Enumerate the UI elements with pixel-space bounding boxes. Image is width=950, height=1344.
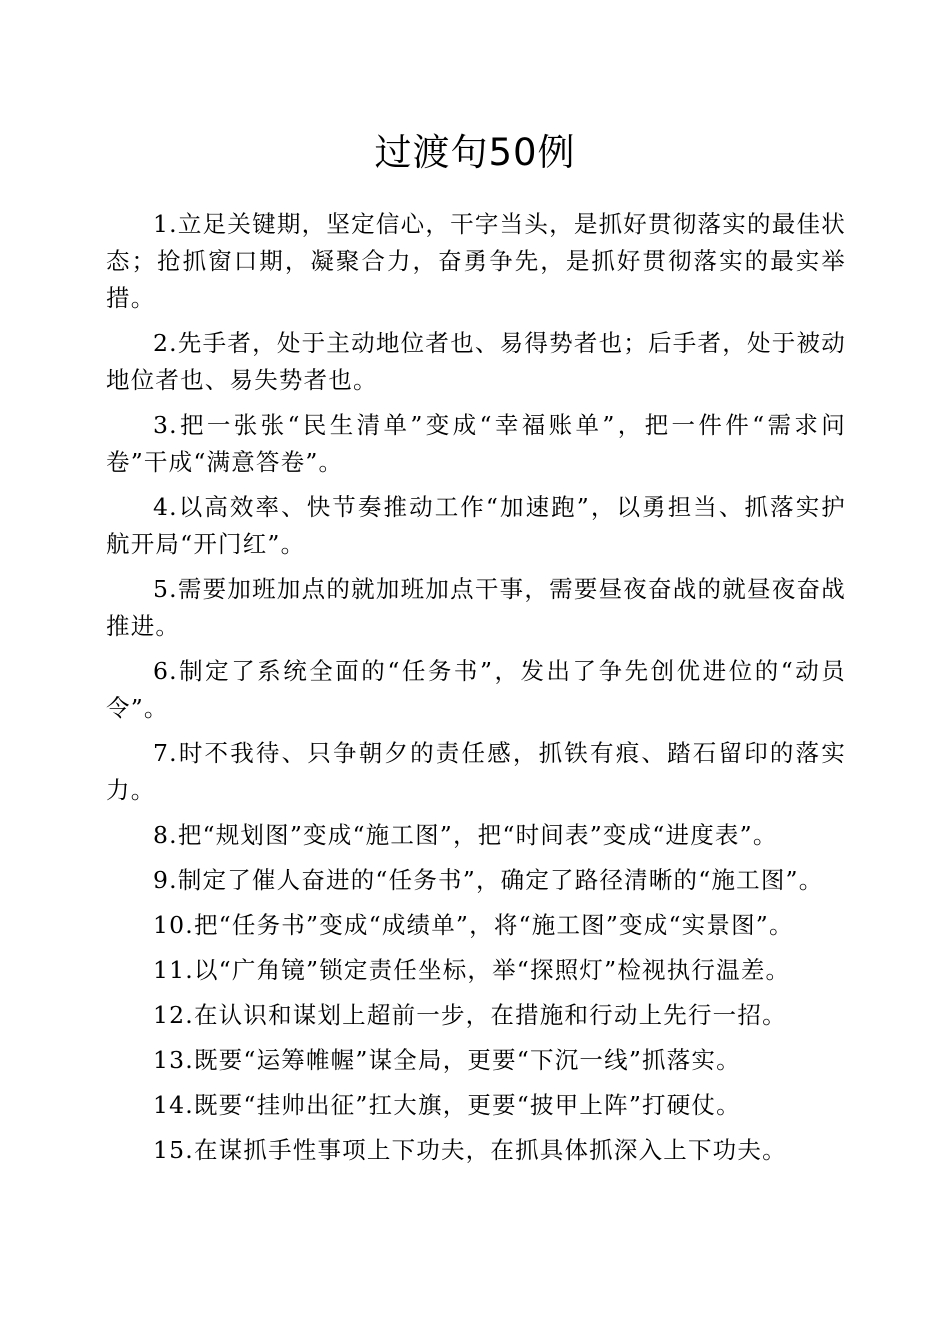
list-item: 2.先手者，处于主动地位者也、易得势者也；后手者，处于被动地位者也、易失势者也。: [106, 329, 846, 394]
list-item: 7.时不我待、只争朝夕的责任感，抓铁有痕、踏石留印的落实力。: [106, 739, 846, 804]
list-item: 11.以“广角镜”锁定责任坐标，举“探照灯”检视执行温差。: [153, 956, 791, 984]
list-item: 10.把“任务书”变成“成绩单”，将“施工图”变成“实景图”。: [153, 911, 794, 939]
list-item: 9.制定了催人奋进的“任务书”，确定了路径清晰的“施工图”。: [153, 866, 824, 894]
document-title: 过渡句50例: [374, 131, 576, 174]
list-item: 15.在谋抓手性事项上下功夫，在抓具体抓深入上下功夫。: [153, 1136, 787, 1164]
list-item: 1.立足关键期，坚定信心，干字当头，是抓好贯彻落实的最佳状态；抢抓窗口期，凝聚合力，奋勇争先，是抓好贯彻落实的最实举措。: [106, 210, 846, 312]
document-body: [106, 206, 846, 1177]
list-item: 5.需要加班加点的就加班加点干事，需要昼夜奋战的就昼夜奋战推进。: [106, 575, 846, 640]
list-item: 4.以高效率、快节奏推动工作“加速跑”，以勇担当、抓落实护航开局“开门红”。: [106, 493, 846, 558]
list-item: 12.在认识和谋划上超前一步，在措施和行动上先行一招。: [153, 1001, 787, 1029]
list-item: 6.制定了系统全面的“任务书”，发出了争先创优进位的“动员令”。: [106, 657, 846, 722]
list-item: 8.把“规划图”变成“施工图”，把“时间表”变成“进度表”。: [153, 821, 778, 849]
list-item: 13.既要“运筹帷幄”谋全局，更要“下沉一线”抓落实。: [153, 1046, 741, 1074]
list-item: 14.既要“挂帅出征”扛大旗，更要“披甲上阵”打硬仗。: [153, 1091, 741, 1119]
list-item: 3.把一张张“民生清单”变成“幸福账单”，把一件件“需求问卷”干成“满意答卷”。: [106, 411, 846, 476]
